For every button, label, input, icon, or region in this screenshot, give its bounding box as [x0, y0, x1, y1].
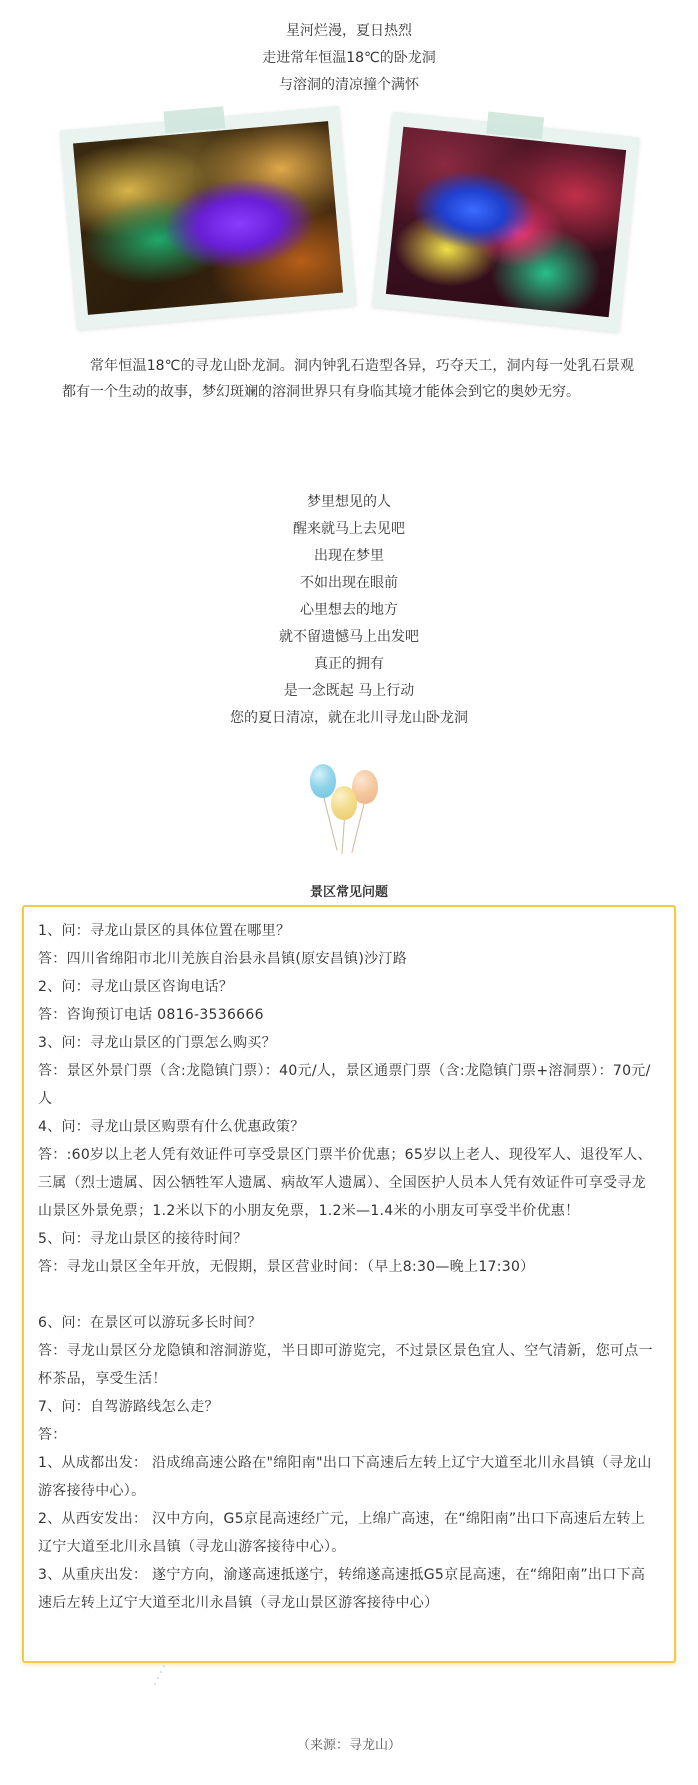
faq-line: 答： — [38, 1427, 67, 1443]
poem — [0, 489, 698, 732]
faq-title: 景区常见问题 — [309, 885, 388, 900]
poem-line: 梦里想见的人 — [307, 494, 391, 510]
faq-line: 1、问：寻龙山景区的具体位置在哪里？ — [38, 923, 291, 939]
description-paragraph: 常年恒温18℃的寻龙山卧龙洞。洞内钟乳石造型各异，巧夺天工，洞内每一处乳石景观都有一个生动的故事，梦幻斑斓的溶洞世界只有身临其境才能体会到它的奥妙无穷。 — [62, 358, 634, 400]
poem-line: 醒来就马上去见吧 — [293, 521, 405, 537]
faq-line: 4、问：寻龙山景区购票有什么优惠政策？ — [38, 1119, 305, 1135]
faq-line: 答：寻龙山景区分龙隐镇和溶洞游览，半日即可游览完，不过景区景色宜人、空气清新，您可点一杯茶品，享受生活！ — [38, 1343, 653, 1387]
intro-line: 走进常年恒温18℃的卧龙洞 — [262, 50, 436, 66]
poem-line: 真正的拥有 — [314, 656, 384, 672]
faq-line: 3、问：寻龙山景区的门票怎么购买？ — [38, 1035, 277, 1051]
balloon-yellow-icon — [331, 786, 357, 820]
faq-line: 答：四川省绵阳市北川羌族自治县永昌镇(原安昌镇)沙汀路 — [38, 951, 408, 967]
poem-line: 出现在梦里 — [314, 548, 384, 564]
cave-photo-right — [372, 112, 639, 333]
decorative-dots-icon — [150, 1663, 170, 1689]
faq-line: 答：景区外景门票（含:龙隐镇门票）：40元/人，景区通票门票（含:龙隐镇门票+溶洞票）：70元/人 — [38, 1063, 651, 1107]
poem-line: 您的夏日清凉，就在北川寻龙山卧龙洞 — [230, 710, 468, 726]
faq-line: 2、问：寻龙山景区咨询电话？ — [38, 979, 234, 995]
faq-content — [38, 917, 658, 1617]
poem-line: 是一念既起 马上行动 — [283, 683, 415, 699]
poem-line: 不如出现在眼前 — [300, 575, 398, 591]
intro-line: 与溶洞的清凉撞个满怀 — [279, 77, 419, 93]
faq-line: 7、问：自驾游路线怎么走？ — [38, 1399, 219, 1415]
source-credit: （来源：寻龙山） — [296, 1738, 401, 1753]
faq-line: 1、从成都出发： 沿成绵高速公路在"绵阳南"出口下高速后左转上辽宁大道至北川永昌镇（寻龙山游客接待中心）。 — [38, 1455, 652, 1499]
cave-image — [386, 127, 626, 317]
poem-line: 心里想去的地方 — [300, 602, 398, 618]
cave-image — [73, 121, 343, 315]
faq-line: 答：咨询预订电话 0816-3536666 — [38, 1007, 264, 1023]
poem-line: 就不留遗憾马上出发吧 — [279, 629, 419, 645]
faq-line — [38, 1281, 658, 1309]
balloons-illustration — [306, 762, 390, 862]
faq-box — [22, 905, 676, 1663]
faq-line: 5、问：寻龙山景区的接待时间？ — [38, 1231, 248, 1247]
faq-line: 3、从重庆出发： 遂宁方向，渝遂高速抵遂宁，转绵遂高速抵G5京昆高速，在“绵阳南”出口下高速后左转上辽宁大道至北川永昌镇（寻龙山景区游客接待中心） — [38, 1567, 646, 1611]
faq-line: 2、从西安发出： 汉中方向，G5京昆高速经广元，上绵广高速，在“绵阳南”出口下高速后左转上辽宁大道至北川永昌镇（寻龙山游客接待中心）。 — [38, 1511, 646, 1555]
intro-text — [0, 18, 698, 99]
faq-line: 答：:60岁以上老人凭有效证件可享受景区门票半价优惠；65岁以上老人、现役军人、退役军人、三属（烈士遗属、因公牺牲军人遗属、病故军人遗属）、全国医护人员本人凭有效证件可享受寻龙山景区外景免票；1.2米以下的小朋友免票，1.2米—1.4米的小朋友可享受半价优惠！ — [38, 1147, 652, 1219]
intro-line: 星河烂漫，夏日热烈 — [286, 23, 412, 39]
faq-line: 6、问：在景区可以游玩多长时间？ — [38, 1315, 262, 1331]
balloon-string — [341, 818, 345, 854]
cave-photo-left — [60, 106, 356, 330]
faq-line: 答：寻龙山景区全年开放，无假期，景区营业时间：（早上8:30—晚上17:30） — [38, 1259, 535, 1275]
